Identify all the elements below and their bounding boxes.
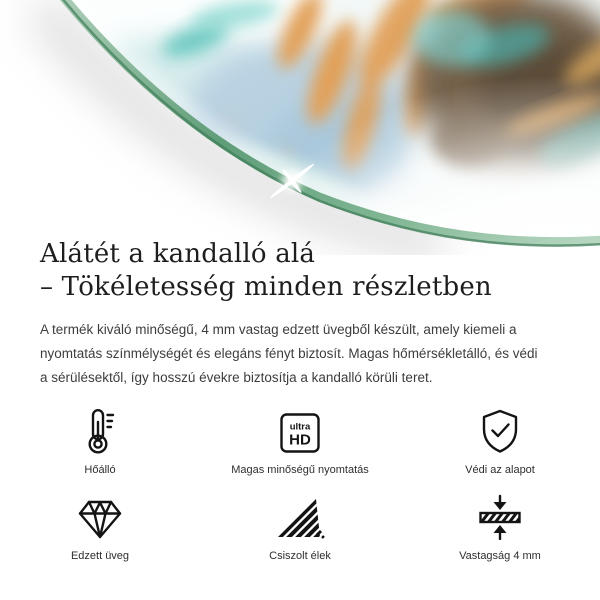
thickness-icon [478, 494, 522, 540]
product-description: A termék kiváló minőségű, 4 mm vastag edzett üvegből készült, amely kiemeli a nyomtatás színmélységét és elegáns fényt biztosít. Magas hőmérsékletálló, és védi a sérülésektől, így hosszú évekre biztosítja a kandalló körüli teret. [40, 322, 538, 385]
diamond-icon [76, 498, 124, 540]
thermometer-icon [85, 408, 115, 454]
feature-label: Edzett üveg [70, 550, 130, 562]
feature-base-protection [400, 406, 600, 478]
svg-text:HD: HD [289, 431, 311, 449]
shield-check-icon [480, 408, 520, 454]
feature-thickness [400, 492, 600, 564]
feature-label: Magas minőségű nyomtatás [231, 464, 369, 476]
feature-label: Csiszolt élek [269, 550, 331, 562]
feature-label: Védi az alapot [465, 464, 535, 476]
feature-polished-edges [200, 492, 400, 564]
svg-text:ultra: ultra [289, 421, 311, 433]
page-title-line2: – Tökéletesség minden részletben [40, 272, 492, 302]
ultra-hd-icon [279, 412, 321, 454]
page-title [40, 238, 560, 304]
page-title-line1: Alátét a kandalló alá [40, 239, 316, 269]
features-grid [0, 406, 600, 564]
feature-heat-resistant [0, 406, 200, 478]
polished-edges-icon [275, 496, 325, 540]
feature-label: Vastagság 4 mm [459, 550, 541, 562]
feature-print-quality [200, 406, 400, 478]
feature-label: Hőálló [84, 464, 116, 476]
feature-tempered-glass [0, 492, 200, 564]
